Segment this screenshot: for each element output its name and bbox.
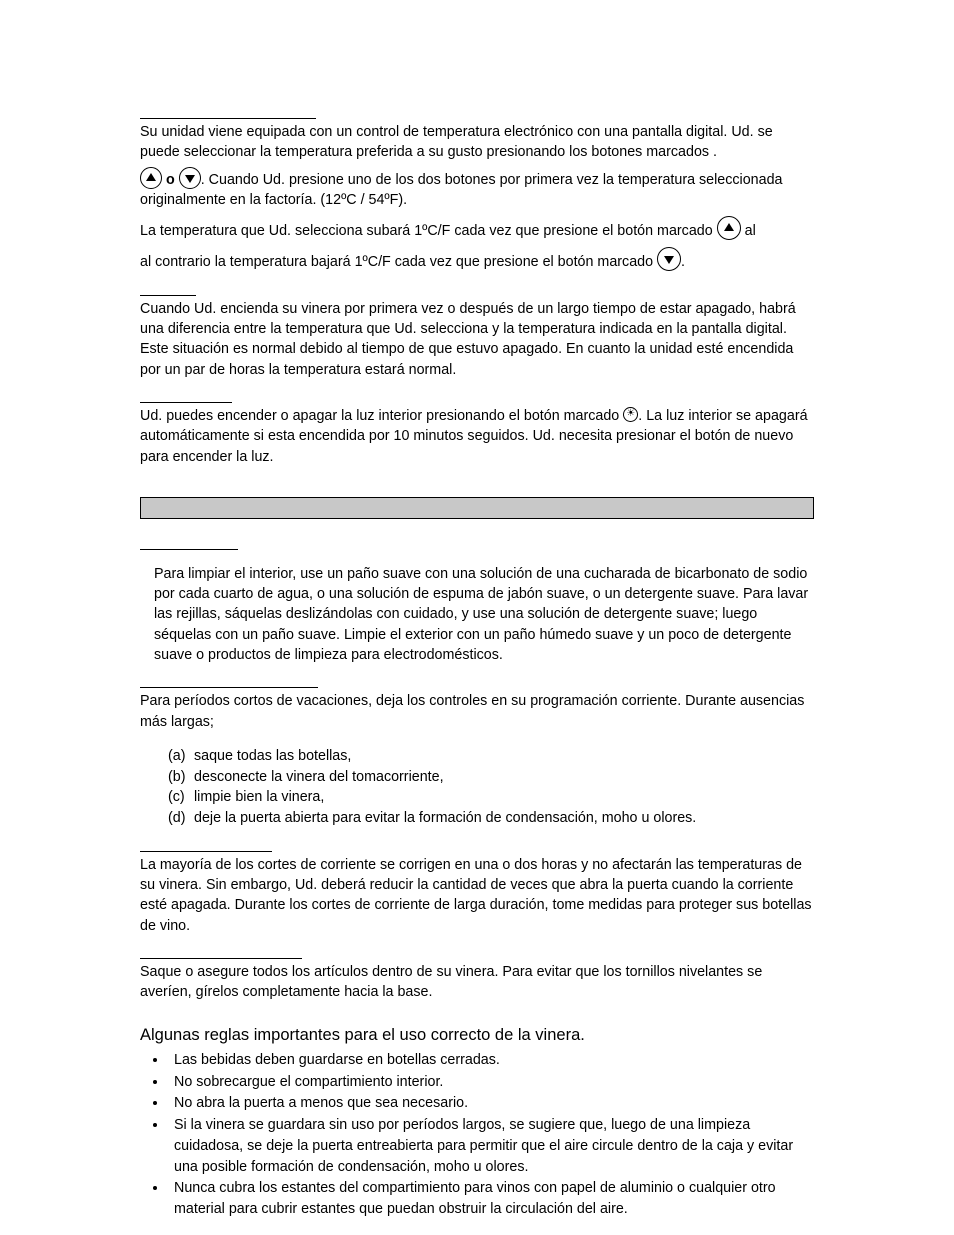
list-item xyxy=(168,787,814,808)
list-item-text: deje la puerta abierta para evitar la formación de condensación, moho u olores. xyxy=(194,810,697,827)
list-item-label: (a) xyxy=(168,747,186,764)
word-al: al xyxy=(744,223,756,240)
list-item: • Nunca cubra los estantes del compartimiento para vinos con papel de aluminio o cualquier otro material para cubrir estantes que puedan obstruir la circulación del aire. xyxy=(168,1178,814,1219)
list-item-label: (b) xyxy=(168,768,186,785)
list-item: • No sobrecargue el compartimiento interior. xyxy=(168,1072,814,1093)
list-item-label: (c) xyxy=(168,789,185,806)
section-rule-3 xyxy=(140,402,232,403)
paragraph-limpieza: Para limpiar el interior, use un paño suave con una solución de una cucharada de bicarbonato de sodio por cada cuarto de agua, o una solución de espuma de jabón suave, o un detergente suave. Para lavar las rejillas, sáquelas deslizándolas con cuidado, y use una solución de detergente suave; luego séquelas con un paño suave. Limpie el exterior con un paño húmedo suave y un poco de detergente suave o productos de limpieza para electrodomésticos. xyxy=(154,565,809,664)
paragraph-luz-interior xyxy=(140,406,814,467)
section-rule-2 xyxy=(140,295,196,296)
list-reglas xyxy=(140,1050,814,1220)
page-subheading: Algunas reglas importantes para el uso correcto de la vinera. xyxy=(140,1025,585,1044)
paragraph-mudanza: Saque o asegure todos los artículos dentro de su vinera. Para evitar que los tornillos nivelantes se averíen, gírelos completamente hacia la base. xyxy=(140,964,763,1001)
section-limpieza xyxy=(140,549,814,665)
list-item-text: saque todas las botellas, xyxy=(194,747,352,764)
paragraph-diferencia: Cuando Ud. encienda su vinera por primera vez o después de un largo tiempo de estar apagado, habrá una diferencia entre la temperatura que Ud. selecciona y la temperatura indicada en la pantalla digital. Este situación es normal debido al tiempo de que estuvo apagado. En cuanto la unidad esté encendida por un par de horas la temperatura estará normal. xyxy=(140,300,796,378)
paragraph-vacaciones: Para períodos cortos de vacaciones, deja los controles en su programación corriente. Durante ausencias más largas; xyxy=(140,693,805,730)
section-luz-interior xyxy=(140,402,814,467)
list-item: • No abra la puerta a menos que sea necesario. xyxy=(168,1093,814,1114)
paragraph-text-first-press: Cuando Ud. presione uno de los dos botones por primera vez la temperatura seleccionada originalmente en la factoría. (12ºC / 54ºF). xyxy=(140,171,783,208)
list-item xyxy=(168,746,814,767)
section-vacaciones xyxy=(140,687,814,828)
connector-o: o xyxy=(165,171,175,188)
section-rule-4 xyxy=(140,549,238,550)
period-end: . xyxy=(681,254,686,271)
trailing-period: . xyxy=(713,144,718,161)
paragraph-increase-temp xyxy=(140,216,814,241)
section-mudanza xyxy=(140,958,814,1003)
paragraph-control-intro xyxy=(140,122,814,163)
section-cortes-de-corriente xyxy=(140,851,814,936)
period-after-icons: . xyxy=(200,171,205,188)
list-item xyxy=(168,808,814,829)
triangle-down-button-icon-inline[interactable] xyxy=(657,247,681,271)
section-reglas-importantes xyxy=(140,1025,814,1220)
section-rule-5 xyxy=(140,687,318,688)
paragraph-text-luz-b: . La luz interior se apagará automáticamente si esta encendida por 10 minutos seguidos. Ud. necesita presionar el botón de nuevo para encender la luz. xyxy=(140,407,808,465)
list-item xyxy=(168,767,814,788)
triangle-up-button-icon[interactable] xyxy=(140,167,162,189)
paragraph-decrease-temp xyxy=(140,247,814,272)
list-item-text: limpie bien la vinera, xyxy=(194,789,325,806)
section-diferencia-temperatura xyxy=(140,295,814,380)
light-bulb-button-icon[interactable] xyxy=(623,407,638,422)
triangle-up-button-icon-inline[interactable] xyxy=(717,216,741,240)
paragraph-text-down: al contrario la temperatura bajará 1ºC/F cada vez que presione el botón marcado xyxy=(140,254,654,271)
light-glyph: ☀ xyxy=(626,407,636,419)
triangle-down-button-icon[interactable] xyxy=(179,167,201,189)
paragraph-cortes: La mayoría de los cortes de corriente se corrigen en una o dos horas y no afectarán las temperaturas de su vinera. Sin embargo, Ud. deberá reducir la cantidad de veces que abra la puerta cuando la corriente esté apagada. Durante los cortes de corriente de larga duración, tome medidas para proteger sus botellas de vino. xyxy=(140,856,812,934)
list-item: • Si la vinera se guardara sin uso por períodos largos, se sugiere que, luego de una limpieza cuidadosa, se deje la puerta entreabierta para permitir que el aire circule dentro de la caja y evitar una posible formación de condensación, moho u olores. xyxy=(168,1115,814,1177)
list-vacaciones xyxy=(140,746,814,829)
list-item-text: desconecte la vinera del tomacorriente, xyxy=(194,768,444,785)
paragraph-text: Su unidad viene equipada con un control de temperatura electrónico con una pantalla digital. Ud. se puede seleccionar la temperatura preferida a su gusto presionando los botones marcados xyxy=(140,124,773,161)
paragraph-buttons-line xyxy=(140,167,814,211)
section-control-temperatura xyxy=(140,118,814,273)
section-banner xyxy=(140,497,814,519)
section-rule-6 xyxy=(140,851,272,852)
paragraph-text-up: La temperatura que Ud. selecciona subará 1ºC/F cada vez que presione el botón marcado xyxy=(140,223,713,240)
list-item: • Las bebidas deben guardarse en botellas cerradas. xyxy=(168,1050,814,1071)
section-rule-7 xyxy=(140,958,302,959)
list-item-label: (d) xyxy=(168,810,186,827)
section-rule-1 xyxy=(140,118,316,119)
paragraph-text-luz-a: Ud. puedes encender o apagar la luz interior presionando el botón marcado xyxy=(140,407,620,424)
